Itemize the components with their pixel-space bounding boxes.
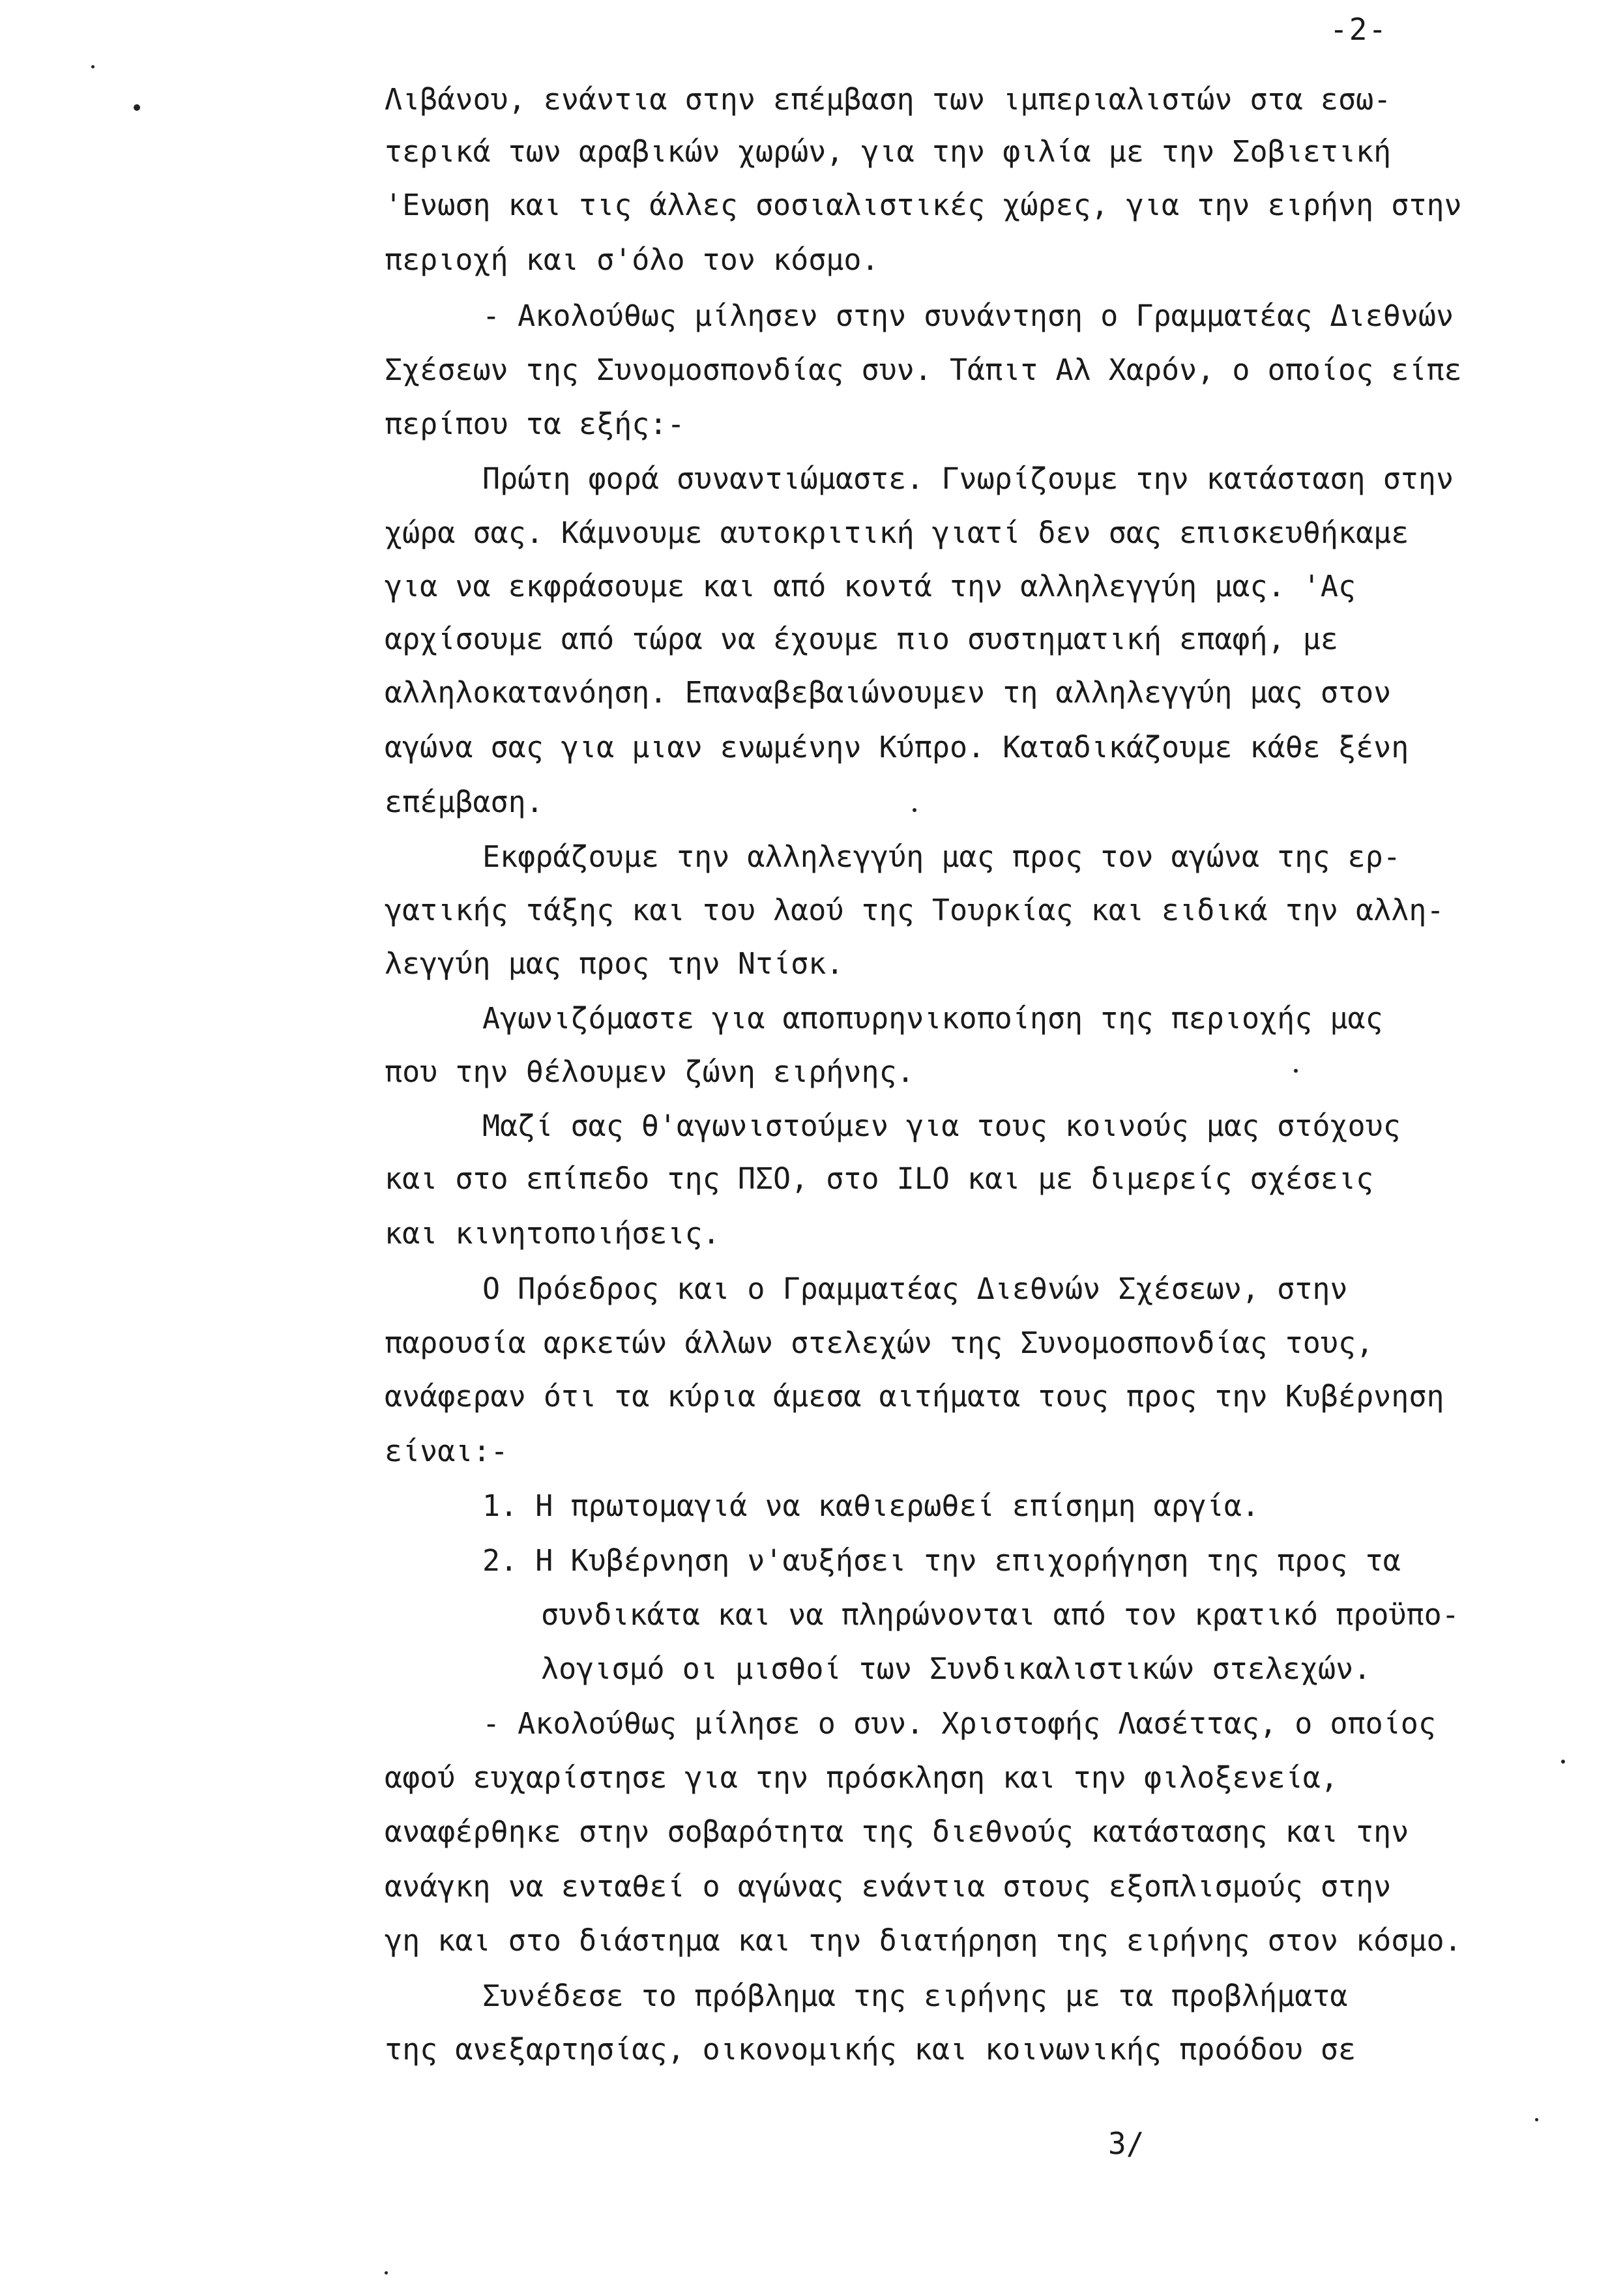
text-line: λεγγύη μας προς την Ντίσκ. (385, 946, 844, 981)
text-line: αλληλοκατανόηση. Επαναβεβαιώνουμεν τη αλληλεγγύη μας στον (385, 675, 1392, 710)
text-line: που την θέλουμεν ζώνη ειρήνης. (385, 1054, 915, 1089)
text-line: είναι:- (385, 1434, 508, 1468)
text-line: ανάγκη να ενταθεί ο αγώνας ενάντια στους εξοπλισμούς στην (385, 1869, 1392, 1904)
scan-speck (385, 2271, 388, 2274)
text-line: αφού ευχαρίστησε για την πρόσκληση και την φιλοξενεία, (385, 1760, 1338, 1795)
text-line: χώρα σας. Κάμνουμε αυτοκριτική γιατί δεν σας επισκευθήκαμε (385, 516, 1409, 550)
text-line: Σχέσεων της Συνομοσπονδίας συν. Τάπιτ Αλ Χαρόν, ο οποίος είπε (385, 353, 1462, 387)
text-line: Ο Πρόεδρος και ο Γραμματέας Διεθνών Σχέσεων, στην (482, 1272, 1348, 1306)
text-line: γατικής τάξης και του λαού της Τουρκίας και ειδικά την αλλη- (385, 893, 1444, 927)
text-line: γη και στο διάστημα και την διατήρηση της ειρήνης στον κόσμο. (385, 1923, 1462, 1958)
text-line: - Ακολούθως μίλησεν στην συνάντηση ο Γραμματέας Διεθνών (482, 298, 1454, 333)
text-line: και κινητοποιήσεις. (385, 1216, 720, 1251)
text-line: 1. Η πρωτομαγιά να καθιερωθεί επίσημη αργία. (482, 1489, 1260, 1523)
text-line: Πρώτη φορά συναντιώμαστε. Γνωρίζουμε την κατάσταση στην (482, 461, 1454, 496)
text-line: της ανεξαρτησίας, οικονομικής και κοινωνικής προόδου σε (385, 2032, 1356, 2067)
text-line: - Ακολούθως μίλησε ο συν. Χριστοφής Λασέττας, ο οποίος (482, 1706, 1436, 1741)
text-line: Λιβάνου, ενάντια στην επέμβαση των ιμπεριαλιστών στα εσω- (385, 82, 1392, 117)
text-line: και στο επίπεδο της ΠΣΟ, στο ILO και με διμερείς σχέσεις (385, 1161, 1374, 1196)
text-line: 'Ενωση και τις άλλες σοσιαλιστικές χώρες, για την ειρήνη στην (385, 188, 1462, 222)
text-line: περιοχή και σ'όλο τον κόσμο. (385, 242, 879, 277)
text-line: Μαζί σας θ'αγωνιστούμεν για τους κοινούς μας στόχους (482, 1109, 1401, 1143)
text-line: Εκφράζουμε την αλληλεγγύη μας προς τον αγώνα της ερ- (482, 839, 1401, 874)
text-line: 2. Η Κυβέρνηση ν'αυξήσει την επιχορήγηση της προς τα (482, 1543, 1401, 1578)
text-line: περίπου τα εξής:- (385, 407, 685, 441)
text-line: λογισμό οι μισθοί των Συνδικαλιστικών στελεχών. (541, 1651, 1371, 1686)
page-number: -2- (1330, 12, 1388, 47)
text-line: αρχίσουμε από τώρα να έχουμε πιο συστηματική επαφή, με (385, 622, 1338, 656)
text-line: για να εκφράσουμε και από κοντά την αλληλεγγύη μας. 'Ας (385, 569, 1356, 603)
scan-speck (134, 104, 140, 111)
scan-speck (91, 65, 95, 68)
text-line: αναφέρθηκε στην σοβαρότητα της διεθνούς κατάστασης και την (385, 1814, 1409, 1849)
text-line: παρουσία αρκετών άλλων στελεχών της Συνομοσπονδίας τους, (385, 1326, 1374, 1360)
text-line: Αγωνιζόμαστε για αποπυρηνικοποίηση της περιοχής μας (482, 1001, 1383, 1036)
text-line: συνδικάτα και να πληρώνονται από τον κρατικό προϋπο- (541, 1597, 1459, 1632)
text-line: Συνέδεσε το πρόβλημα της ειρήνης με τα προβλήματα (482, 1979, 1348, 2013)
text-line: τερικά των αραβικών χωρών, για την φιλία με την Σοβιετική (385, 134, 1392, 169)
text-line: αγώνα σας για μιαν ενωμένην Κύπρο. Καταδικάζουμε κάθε ξένη (385, 730, 1409, 764)
scan-speck (1561, 1760, 1565, 1764)
continuation-mark: 3/ (1108, 2126, 1145, 2161)
scan-speck (1535, 2118, 1538, 2121)
text-line: επέμβαση. (385, 785, 544, 819)
scan-speck (913, 808, 916, 812)
scan-speck (1294, 1069, 1298, 1073)
text-line: ανάφεραν ότι τα κύρια άμεσα αιτήματα τους προς την Κυβέρνηση (385, 1379, 1444, 1414)
